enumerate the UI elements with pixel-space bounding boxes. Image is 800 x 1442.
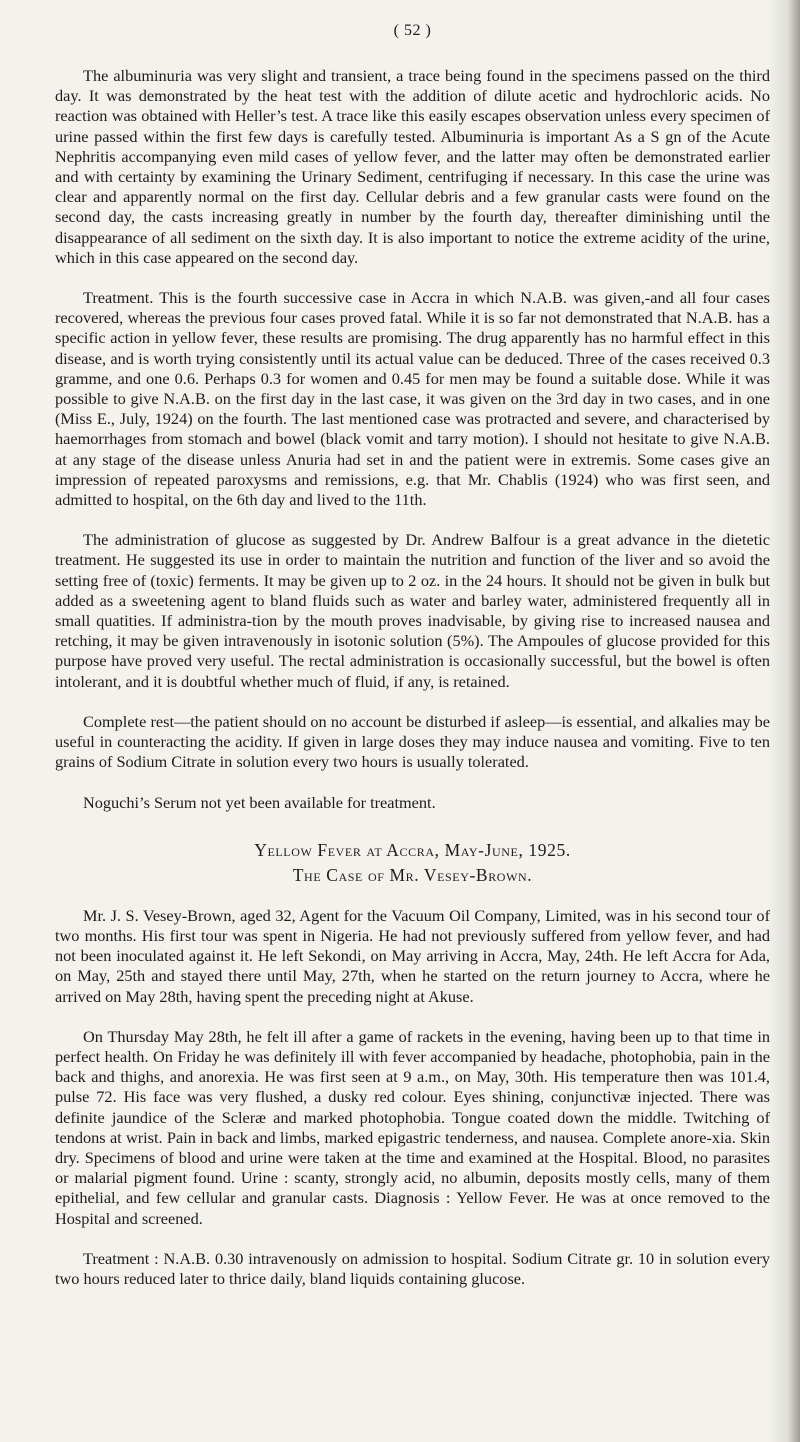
page-edge-shadow [788,0,800,1442]
paragraph-case-treatment: Treatment : N.A.B. 0.30 intravenously on admission to hospital. Sodium Citrate gr. 10 in solution every two hours reduced later to thrice daily, bland liquids containing glucose. [55,1248,770,1288]
paragraph-noguchi-serum: Noguchi’s Serum not yet been available for treatment. [83,792,436,812]
paragraph-case-history: Mr. J. S. Vesey-Brown, aged 32, Agent for the Vacuum Oil Company, Limited, was in his second tour of two months. His first tour was spent in Nigeria. He had not previously suffered from yellow fever, and had not been inoculated against it. He left Sekondi, on May arriving in Accra, May, 24th. He left Accra for Ada, on May, 25th and stayed there until May, 27th, when he started on the return journey to Accra, where he arrived on May 28th, having spent the preceding night at Akuse. [55,905,770,1006]
page-number: ( 52 ) [393,22,432,39]
section-heading: Yellow Fever at Accra, May-June, 1925. [254,839,571,860]
case-subheading: The Case of Mr. Vesey-Brown. [292,864,533,885]
paragraph-treatment-nab: Treatment. This is the fourth successive case in Accra in which N.A.B. was given,-and all four cases recovered, whereas the previous four cases proved fatal. While it is so far not demonstrated that N.A.B. has a specific action in yellow fever, these results are promising. The drug apparently has no harmful effect in this disease, and is worth trying consistently until its actual value can be deduced. Three of the cases received 0.3 gramme, and one 0.6. Perhaps 0.3 for women and 0.45 for men may be found a suitable dose. While it was possible to give N.A.B. on the first day in the last case, it was given on the 3rd day in two cases, and in one (Miss E., July, 1924) on the fourth. The last mentioned case was protracted and severe, and characterised by haemorrhages from stomach and bowel (black vomit and tarry motion). I should not hesitate to give N.A.B. at any stage of the disease unless Anuria had set in and the patient were in extremis. Some cases give an impression of repeated paroxysms and remissions, e.g. that Mr. Chablis (1924) who was first seen, and admitted to hospital, on the 6th day and lived to the 11th. [55,288,770,510]
paragraph-albuminuria: The albuminuria was very slight and transient, a trace being found in the specimens passed on the third day. It was demonstrated by the heat test with the addition of dilute acetic and hydrochloric acids. No reaction was obtained with Heller’s test. A trace like this easily escapes observation unless every specimen of urine passed within the first few days is carefully tested. Albuminuria is important As a S gn of the Acute Nephritis accompanying even mild cases of yellow fever, and the latter may often be demonstrated earlier and with certainty by examining the Urinary Sediment, centrifuging if necessary. In this case the urine was clear and apparently normal on the first day. Cellular debris and a few granular casts were found on the second day, the casts increasing greatly in number by the fourth day, thereafter diminishing until the disappearance of all sediment on the sixth day. It is also important to notice the extreme acidity of the urine, which in this case appeared on the second day. [55,66,770,267]
paragraph-complete-rest: Complete rest—the patient should on no account be disturbed if asleep—is essential, and alkalies may be useful in counteracting the acidity. If given in large doses they may induce nausea and vomiting. Five to ten grains of Sodium Citrate in solution every two hours is usually tolerated. [55,711,770,772]
paragraph-case-symptoms: On Thursday May 28th, he felt ill after a game of rackets in the evening, having been up to that time in perfect health. On Friday he was definitely ill with fever accompanied by headache, photophobia, pain in the back and thighs, and anorexia. He was first seen at 9 a.m., on May, 30th. His temperature then was 101.4, pulse 72. His face was very flushed, a dusky red colour. Eyes shining, conjunctivæ injected. There was definite jaundice of the Scleræ and marked photophobia. Tongue coated down the middle. Twitching of tendons at wrist. Pain in back and limbs, marked epigastric tenderness, and nausea. Complete anore-xia. Skin dry. Specimens of blood and urine were taken at the time and examined at the Hospital. Blood, no parasites or malarial pigment found. Urine : scanty, strongly acid, no albumin, deposits mostly cells, many of them epithelial, and few cellular and granular casts. Diagnosis : Yellow Fever. He was at once removed to the Hospital and screened. [55,1026,770,1228]
case-heading [55,838,770,888]
paragraph-glucose: The administration of glucose as suggested by Dr. Andrew Balfour is a great advance in the dietetic treatment. He suggested its use in order to maintain the nutrition and function of the liver and so avoid the setting free of (toxic) ferments. It may be given up to 2 oz. in the 24 hours. It should not be given in bulk but added as a sweetening agent to bland fluids such as water and barley water, administered frequently all in small quatities. If administra-tion by the mouth proves inadvisable, by giving rise to increased nausea and retching, it may be given intravenously in isotonic solution (5%). The Ampoules of glucose provided for this purpose have proved very useful. The rectal administration is occasionally successful, but the bowel is often intolerant, and it is doubtful whether much of fluid, if any, is retained. [55,530,770,691]
